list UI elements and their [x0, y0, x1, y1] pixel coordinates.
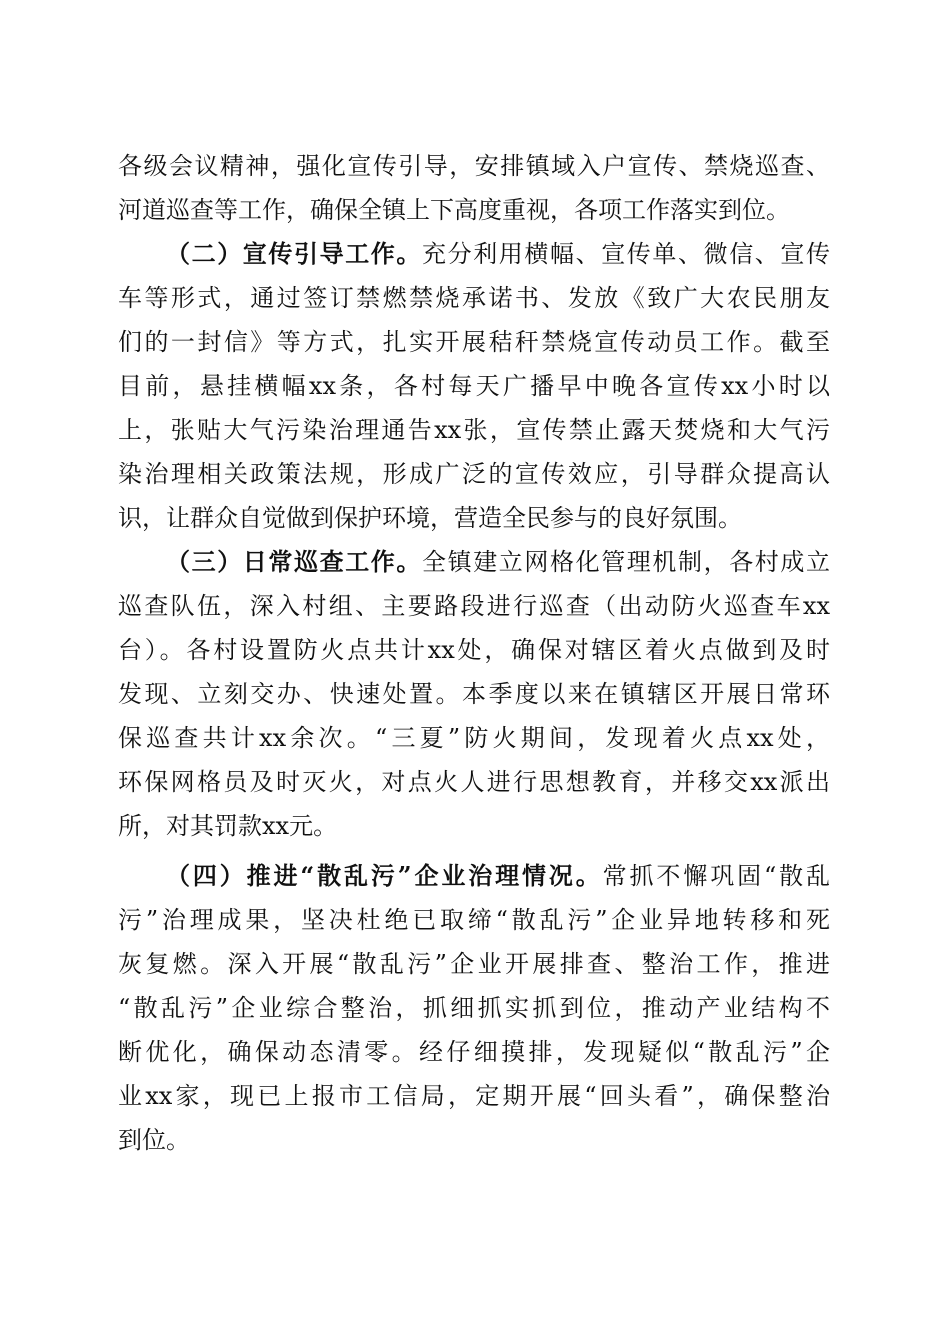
- section-heading: （二）宣传引导工作。: [166, 239, 422, 268]
- text-line: 染治理相关政策法规，形成广泛的宣传效应，引导群众提高认: [118, 460, 830, 488]
- text-span: 充分利用横幅、宣传单、微信、宣传: [422, 240, 830, 268]
- text-line: 各级会议精神，强化宣传引导，安排镇域入户宣传、禁烧巡查、: [118, 152, 830, 180]
- paragraph-first-line: [166, 542, 830, 582]
- text-line: 发现、立刻交办、快速处置。本季度以来在镇辖区开展日常环: [118, 680, 830, 708]
- text-line: 巡查队伍，深入村组、主要路段进行巡查（出动防火巡查车xx: [118, 592, 830, 620]
- section-heading: （四）推进“散乱污”企业治理情况。: [166, 861, 603, 890]
- text-span: 常抓不懈巩固“散乱: [602, 862, 831, 890]
- paragraph-first-line: [166, 856, 830, 896]
- text-line: 目前，悬挂横幅xx条，各村每天广播早中晚各宣传xx小时以: [118, 372, 830, 400]
- text-line: 灰复燃。深入开展“散乱污”企业开展排查、整治工作，推进: [118, 950, 830, 978]
- text-line: 台）。各村设置防火点共计xx处，确保对辖区着火点做到及时: [118, 636, 830, 664]
- text-line: 所，对其罚款xx元。: [118, 812, 338, 840]
- text-line: 保巡查共计xx余次。“三夏”防火期间，发现着火点xx处，: [118, 724, 830, 752]
- text-line: 上，张贴大气污染治理通告xx张，宣传禁止露天焚烧和大气污: [118, 416, 830, 444]
- text-span: 全镇建立网格化管理机制，各村成立: [422, 548, 830, 576]
- text-line: 环保网格员及时灭火，对点火人进行思想教育，并移交xx派出: [118, 768, 830, 796]
- paragraph-first-line: [166, 234, 830, 274]
- text-line: 业xx家，现已上报市工信局，定期开展“回头看”，确保整治: [118, 1082, 830, 1110]
- text-line: “散乱污”企业综合整治，抓细抓实抓到位，推动产业结构不: [118, 994, 830, 1022]
- text-line: 识，让群众自觉做到保护环境，营造全民参与的良好氛围。: [118, 504, 742, 532]
- text-line: 们的一封信》等方式，扎实开展秸秆禁烧宣传动员工作。截至: [118, 328, 830, 356]
- text-line: 污”治理成果，坚决杜绝已取缔“散乱污”企业异地转移和死: [118, 906, 830, 934]
- text-line: 断优化，确保动态清零。经仔细摸排，发现疑似“散乱污”企: [118, 1038, 830, 1066]
- text-line: 车等形式，通过签订禁燃禁烧承诺书、发放《致广大农民朋友: [118, 284, 830, 312]
- text-line: 河道巡查等工作，确保全镇上下高度重视，各项工作落实到位。: [118, 196, 790, 224]
- section-heading: （三）日常巡查工作。: [166, 547, 422, 576]
- text-line: 到位。: [118, 1126, 190, 1154]
